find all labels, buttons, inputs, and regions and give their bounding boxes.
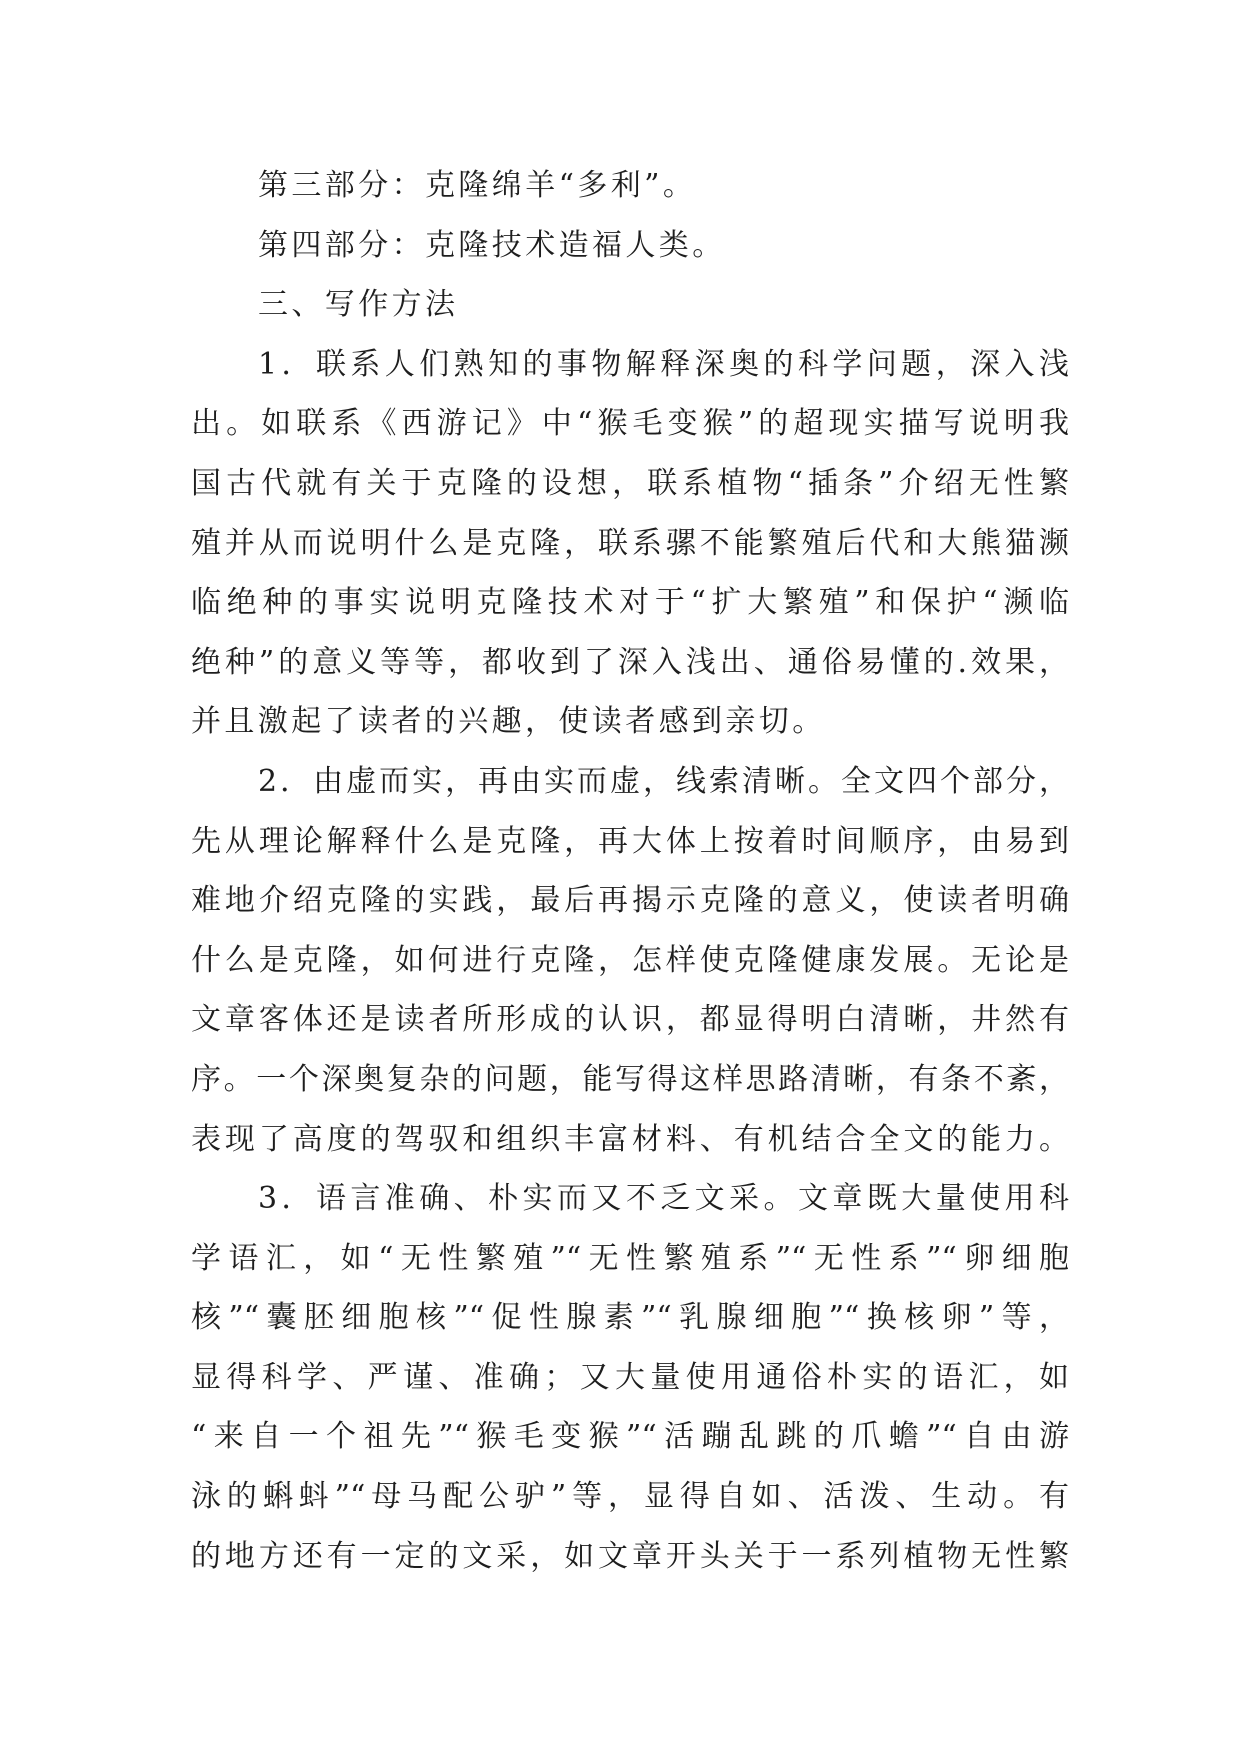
text-line: 学语汇，如“无性繁殖”“无性繁殖系”“无性系”“卵细胞 bbox=[191, 1240, 1069, 1276]
text-line: 什么是克隆，如何进行克隆，怎样使克隆健康发展。无论是 bbox=[191, 942, 1069, 978]
text-line: 显得科学、严谨、准确；又大量使用通俗朴实的语汇，如 bbox=[191, 1359, 1069, 1395]
text-line: 3．语言准确、朴实而又不乏文采。文章既大量使用科 bbox=[258, 1181, 1069, 1217]
text-line: “来自一个祖先”“猴毛变猴”“活蹦乱跳的爪蟾”“自由游 bbox=[191, 1419, 1069, 1455]
paragraph-method-3 bbox=[191, 1169, 1069, 1586]
paragraph-method-2 bbox=[191, 752, 1069, 1169]
paragraph-part-three bbox=[191, 156, 1069, 216]
text-line: 先从理论解释什么是克隆，再大体上按着时间顺序，由易到 bbox=[191, 823, 1069, 859]
text-line: 出。如联系《西游记》中“猴毛变猴”的超现实描写说明我 bbox=[191, 406, 1069, 442]
section-heading-text: 三、写作方法 bbox=[258, 287, 459, 323]
text-line: 表现了高度的驾驭和组织丰富材料、有机结合全文的能力。 bbox=[191, 1121, 1069, 1157]
paragraph-method-1 bbox=[191, 335, 1069, 752]
text-line: 殖并从而说明什么是克隆，联系骡不能繁殖后代和大熊猫濒 bbox=[191, 525, 1069, 561]
text-line: 核”“囊胚细胞核”“促性腺素”“乳腺细胞”“换核卵”等， bbox=[191, 1300, 1069, 1336]
text-line: 国古代就有关于克隆的设想，联系植物“插条”介绍无性繁 bbox=[191, 465, 1069, 501]
text-line: 1．联系人们熟知的事物解释深奥的科学问题，深入浅 bbox=[258, 346, 1069, 382]
text-line: 难地介绍克隆的实践，最后再揭示克隆的意义，使读者明确 bbox=[191, 883, 1069, 919]
text-line: 文章客体还是读者所形成的认识，都显得明白清晰，井然有 bbox=[191, 1002, 1069, 1038]
text-line: 临绝种的事实说明克隆技术对于“扩大繁殖”和保护“濒临 bbox=[191, 585, 1069, 621]
paragraph-part-four bbox=[191, 216, 1069, 276]
text-line: 第三部分：克隆绵羊“多利”。 bbox=[258, 168, 697, 203]
text-line: 2．由虚而实，再由实而虚，线索清晰。全文四个部分， bbox=[258, 763, 1069, 799]
document-page bbox=[191, 156, 1069, 1586]
text-line: 的地方还有一定的文采，如文章开头关于一系列植物无性繁 bbox=[191, 1538, 1069, 1574]
text-line: 绝种”的意义等等，都收到了深入浅出、通俗易懂的.效果， bbox=[191, 644, 1069, 680]
text-line: 并且激起了读者的兴趣，使读者感到亲切。 bbox=[191, 704, 826, 740]
text-line: 第四部分：克隆技术造福人类。 bbox=[258, 227, 726, 263]
text-line: 序。一个深奥复杂的问题，能写得这样思路清晰，有条不紊， bbox=[191, 1061, 1069, 1097]
text-line: 泳的蝌蚪”“母马配公驴”等，显得自如、活泼、生动。有 bbox=[191, 1479, 1069, 1515]
section-heading bbox=[191, 275, 1069, 335]
